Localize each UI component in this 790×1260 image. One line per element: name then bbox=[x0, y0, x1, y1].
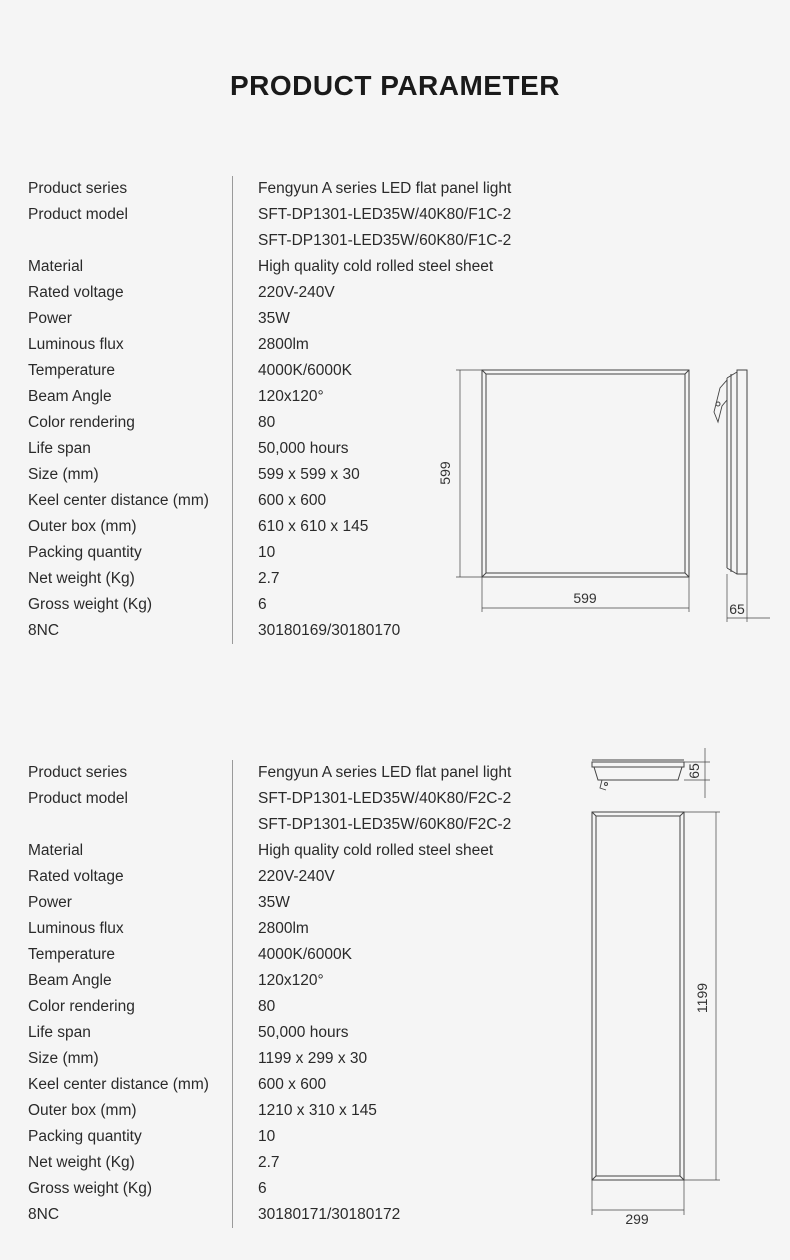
spec-value: 120x120° bbox=[258, 972, 324, 989]
panel-outline bbox=[482, 370, 689, 577]
spec-value: 6 bbox=[258, 596, 267, 613]
width-dimension bbox=[592, 1180, 684, 1215]
spec-label: Material bbox=[28, 842, 84, 859]
spec-value: High quality cold rolled steel sheet bbox=[258, 842, 494, 859]
height-dimension-label: 599 bbox=[437, 461, 453, 485]
panel-outline bbox=[592, 812, 684, 1180]
spec-value: 50,000 hours bbox=[258, 440, 349, 457]
spec-label: Life span bbox=[28, 440, 91, 457]
spec-label: Color rendering bbox=[28, 998, 135, 1015]
spec-label: Luminous flux bbox=[28, 920, 124, 937]
spec-label: Packing quantity bbox=[28, 544, 142, 561]
spec-value: 599 x 599 x 30 bbox=[258, 466, 360, 483]
spec-label: Product model bbox=[28, 206, 128, 223]
spec-value: 2.7 bbox=[258, 570, 280, 587]
panel-drawing-1200x300 bbox=[580, 740, 720, 1230]
spec-label: Temperature bbox=[28, 362, 116, 379]
spec-value: 1210 x 310 x 145 bbox=[258, 1102, 377, 1119]
spec-label: Size (mm) bbox=[28, 466, 99, 483]
spec-value: 220V-240V bbox=[258, 868, 335, 885]
depth-dimension-label: 65 bbox=[729, 601, 745, 617]
page-title: PRODUCT PARAMETER bbox=[230, 70, 560, 101]
spec-value: 2.7 bbox=[258, 1154, 280, 1171]
spec-value: 610 x 610 x 145 bbox=[258, 518, 369, 535]
spec-label: Product series bbox=[28, 764, 128, 781]
spec-label: Size (mm) bbox=[28, 1050, 99, 1067]
spec-value: SFT-DP1301-LED35W/60K80/F2C-2 bbox=[258, 816, 512, 833]
spec-label: Color rendering bbox=[28, 414, 135, 431]
spec-value: 50,000 hours bbox=[258, 1024, 349, 1041]
spec-label: Luminous flux bbox=[28, 336, 124, 353]
spec-label: Temperature bbox=[28, 946, 116, 963]
spec-value: 2800lm bbox=[258, 920, 309, 937]
panel-inner-frame bbox=[486, 374, 685, 573]
spec-value: High quality cold rolled steel sheet bbox=[258, 258, 494, 275]
spec-label: Rated voltage bbox=[28, 868, 124, 885]
panel-drawing-600x600 bbox=[430, 360, 770, 630]
spec-label: Rated voltage bbox=[28, 284, 124, 301]
spec-value: 220V-240V bbox=[258, 284, 335, 301]
table-divider bbox=[232, 760, 233, 1228]
spec-label: Product model bbox=[28, 790, 128, 807]
panel-inner-frame bbox=[596, 816, 680, 1176]
side-profile bbox=[714, 370, 747, 574]
spec-value: 30180169/30180170 bbox=[258, 622, 401, 639]
spec-label: Outer box (mm) bbox=[28, 1102, 137, 1119]
spec-value: SFT-DP1301-LED35W/60K80/F1C-2 bbox=[258, 232, 512, 249]
height-dimension bbox=[456, 370, 482, 577]
spec-label: Keel center distance (mm) bbox=[28, 1076, 209, 1093]
spec-value: 1199 x 299 x 30 bbox=[258, 1050, 368, 1067]
spec-label: Gross weight (Kg) bbox=[28, 1180, 153, 1197]
depth-dimension-label: 65 bbox=[686, 763, 702, 779]
spec-value: 80 bbox=[258, 998, 276, 1015]
spec-value: 2800lm bbox=[258, 336, 309, 353]
spec-value: 4000K/6000K bbox=[258, 362, 352, 379]
spec-value: 4000K/6000K bbox=[258, 946, 352, 963]
spec-label: Beam Angle bbox=[28, 388, 112, 405]
spec-label: Power bbox=[28, 894, 72, 911]
spec-value: 600 x 600 bbox=[258, 1076, 327, 1093]
spec-label: Life span bbox=[28, 1024, 91, 1041]
spec-label: Gross weight (Kg) bbox=[28, 596, 153, 613]
side-profile bbox=[592, 760, 684, 790]
spec-label: Net weight (Kg) bbox=[28, 1154, 135, 1171]
spec-value: SFT-DP1301-LED35W/40K80/F1C-2 bbox=[258, 206, 512, 223]
spec-value: Fengyun A series LED flat panel light bbox=[258, 764, 512, 781]
spec-label: Keel center distance (mm) bbox=[28, 492, 209, 509]
spec-value: 10 bbox=[258, 1128, 276, 1145]
height-dimension-label: 1199 bbox=[694, 982, 710, 1014]
spec-value: SFT-DP1301-LED35W/40K80/F2C-2 bbox=[258, 790, 512, 807]
spec-value: 600 x 600 bbox=[258, 492, 327, 509]
width-dimension-label: 299 bbox=[625, 1211, 649, 1227]
spec-label: Beam Angle bbox=[28, 972, 112, 989]
spec-label: Power bbox=[28, 310, 72, 327]
spec-label: Material bbox=[28, 258, 84, 275]
width-dimension-label: 599 bbox=[573, 590, 597, 606]
spec-label: Net weight (Kg) bbox=[28, 570, 135, 587]
spec-value: 80 bbox=[258, 414, 276, 431]
spec-label: Packing quantity bbox=[28, 1128, 142, 1145]
spec-label: 8NC bbox=[28, 1206, 60, 1223]
spec-value: 35W bbox=[258, 894, 290, 911]
spec-value: 35W bbox=[258, 310, 290, 327]
spec-label: Outer box (mm) bbox=[28, 518, 137, 535]
spec-value: 30180171/30180172 bbox=[258, 1206, 401, 1223]
spec-value: Fengyun A series LED flat panel light bbox=[258, 180, 512, 197]
spec-value: 6 bbox=[258, 1180, 267, 1197]
spec-value: 120x120° bbox=[258, 388, 324, 405]
spec-label: 8NC bbox=[28, 622, 60, 639]
spec-value: 10 bbox=[258, 544, 276, 561]
spec-label: Product series bbox=[28, 180, 128, 197]
table-divider bbox=[232, 176, 233, 644]
